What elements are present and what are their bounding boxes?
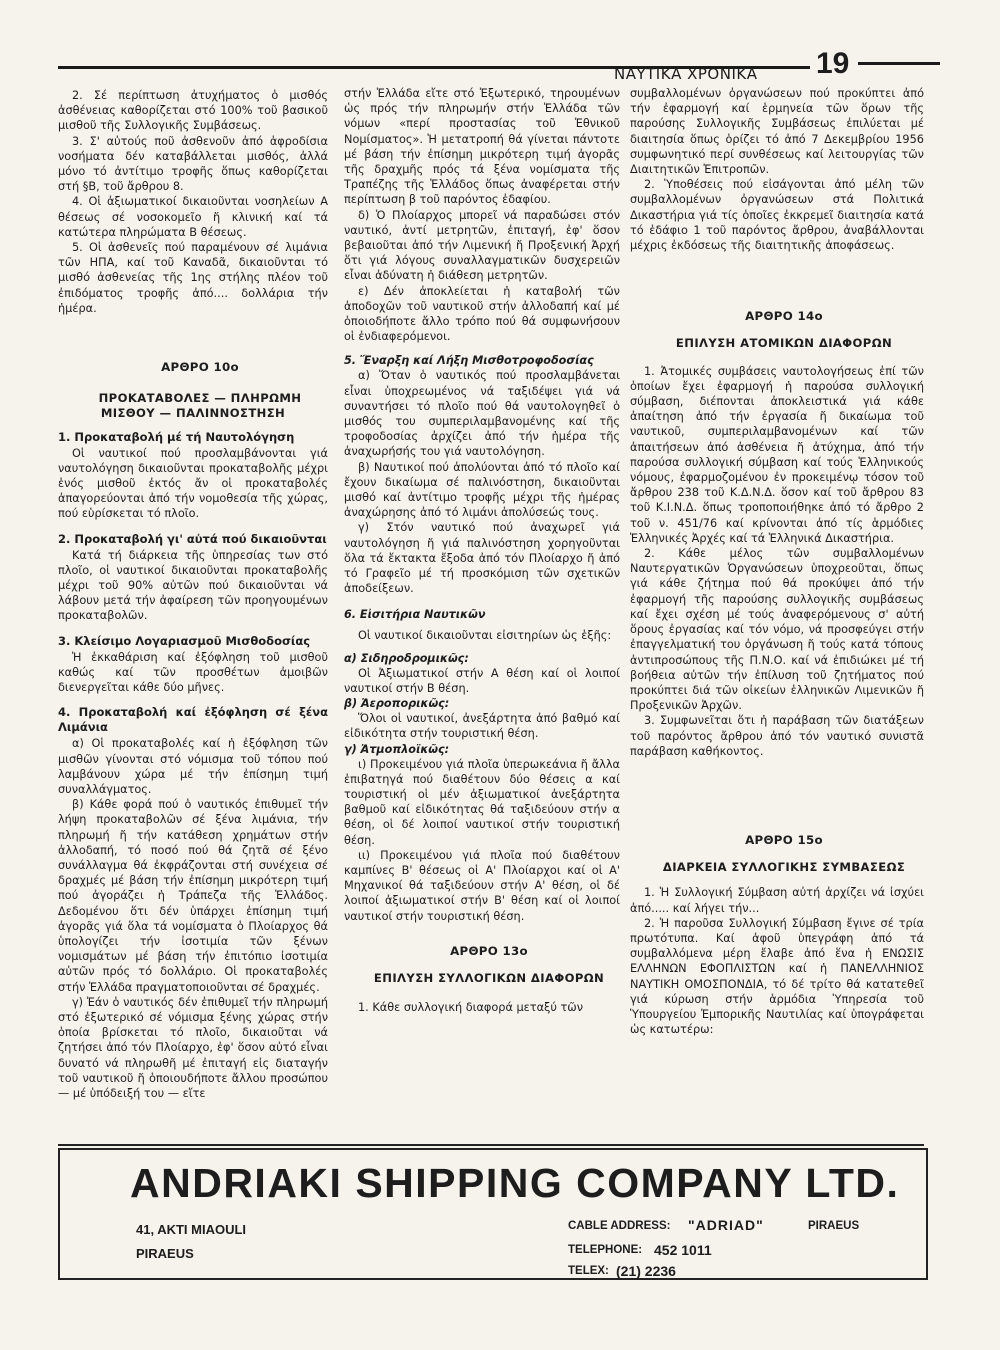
paragraph: 4. Οἱ ἀξιωματικοί δικαιοῦνται νοσηλείων Α θέσεως σέ νοσοκομεῖο ἤ κλινική καί τά κατώτερα πληρώματα Β θέσεως. bbox=[58, 195, 328, 239]
ad-telex-value: (21) 2236 bbox=[616, 1263, 676, 1279]
paragraph: γ) Ἐάν ὁ ναυτικός δέν ἐπιθυμεῖ τήν πληρωμή στό ἐξωτερικό σέ νόμισμα ξένης χώρας στήν ὁποία βρίσκεται τό πλοῖο, δικαιοῦται νά ζητήσει ἀπό τόν Πλοίαρχο, ἐφ' ὅσον αὐτό εἶναι δυνατό νά πληρωθῆ μέ ἐπιταγή εἰς διαταγήν τοῦ ναυτικοῦ ἤ ὁποιουδήποτε ἄλλου προσώπου — μέ ὑπόδειξή του — εἴτε bbox=[58, 995, 328, 1100]
paragraph: ε) Δέν ἀποκλείεται ἡ καταβολή τῶν ἀποδοχῶν τοῦ ναυτικοῦ στήν ἀλλοδαπή καί μέ ὁποιοδήποτε ἄλλο τρόπο πού θά συμφωνήσουν οἱ ἐνδιαφερόμενοι. bbox=[344, 284, 620, 344]
paragraph: α) Ὅταν ὁ ναυτικός πού προσλαμβάνεται εἶναι ὑποχρεωμένος νά ταξιδέψει γιά νά συναντήσει τό πλοῖο πού θά ναυτολογηθεῖ ὁ μισθός του συμπεριλαμβανομένης καί τῆς τροφοδοσίας ἀρχίζει ἀπό τήν ἡμέρα τῆς ἀναχωρήσής του γιά ναυτολόγηση. bbox=[344, 369, 620, 459]
ticket-heading-air: β) Ἀεροπορικῶς: bbox=[344, 697, 450, 711]
paragraph: 2. Ὑποθέσεις πού εἰσάγονται ἀπό μέλη τῶν συμβαλλομένων ὀργανώσεων στά Πολιτικά Δικαστήρια γιά τίς ὁποῖες ἐκκρεμεῖ διαιτησία κατά τό ἐδάφιο 1 τοῦ παρόντος ἄρθρου, ἀναβάλλονται μέχρις ἐκδόσεως τῆς διαιτητικῆς ἀποφάσεως. bbox=[630, 178, 924, 253]
article-13-title: ΕΠΙΛΥΣΗ ΣΥΛΛΟΓΙΚΩΝ ΔΙΑΦΟΡΩΝ bbox=[373, 970, 605, 985]
subsection-heading: 3. Κλείσιμο Λογαριασμοῦ Μισθοδοσίας bbox=[58, 633, 311, 648]
ad-top-rule bbox=[58, 1144, 924, 1146]
ad-address-line2: PIRAEUS bbox=[136, 1246, 194, 1261]
header-rule-right bbox=[858, 62, 940, 65]
paragraph: ι) Προκειμένου γιά πλοῖα ὑπερωκεάνια ἤ ἄλλα ἐπιβατηγά πού διαθέτουν δύο θέσεις α καί τουριστική οἱ μέν ἀξιωματικοί ἀνεξάρτητα βαθμοῦ καί εἰδικότητας θά ταξιδεύουν στήν α θέση, οἱ δέ λοιποί ναυτικοί στήν τουριστική θέση. bbox=[344, 757, 620, 847]
column-2 bbox=[344, 86, 620, 1015]
ticket-heading-ship: γ) Ἀτμοπλοϊκῶς: bbox=[344, 742, 450, 756]
column-3 bbox=[630, 86, 924, 1037]
ad-cable-label: CABLE ADDRESS: bbox=[568, 1220, 671, 1232]
article-10-title: ΠΡΟΚΑΤΑΒΟΛΕΣ — ΠΛΗΡΩΜΗ ΜΙΣΘΟΥ — ΠΑΛΙΝΝΟΣΤΗΣΗ bbox=[98, 391, 302, 421]
masthead: ΝΑΥΤΙΚΑ ΧΡΟΝΙΚΑ bbox=[614, 65, 758, 83]
paragraph: 3. Συμφωνεῖται ὅτι ἡ παράβαση τῶν διατάξεων τοῦ παρόντος ἄρθρου ἀπό τόν ναυτικό συνιστᾶ παράβαση καθήκοντος. bbox=[630, 714, 924, 758]
ad-telex-label: TELEX: bbox=[568, 1265, 609, 1277]
subsection-heading: 1. Προκαταβολή μέ τή Ναυτολόγηση bbox=[58, 429, 295, 444]
subsection-heading: 6. Εἰσιτήρια Ναυτικῶν bbox=[344, 607, 486, 621]
ad-company-name: ANDRIAKI SHIPPING COMPANY LTD. bbox=[130, 1160, 900, 1206]
paragraph: Οἱ ναυτικοί πού προσλαμβάνονται γιά ναυτολόγηση δικαιοῦνται προκαταβολῆς μέχρι ἑνός μισθοῦ ἐκτός ἄν οἱ προκαταβολές ἀπαγορεύονται ἀπό τήν νομοθεσία τῆς χώρας, πού εὑρίσκεται τό πλοῖο. bbox=[58, 446, 328, 521]
paragraph: Ὅλοι οἱ ναυτικοί, ἀνεξάρτητα ἀπό βαθμό καί εἰδικότητα στήν τουριστική θέση. bbox=[344, 712, 620, 741]
paragraph: 2. Ἡ παροῦσα Συλλογική Σύμβαση ἔγινε σέ τρία πρωτότυπα. Καί ἀφοῦ ὑπεγράφη ἀπό τά συμβαλλόμενα μέρη ἔλαβε ἀπό ἕνα ἡ ΕΝΩΣΙΣ ΕΛΛΗΝΩΝ ΕΦΟΠΛΙΣΤΩΝ καί ἡ ΠΑΝΕΛΛΗΝΙΟΣ ΝΑΥΤΙΚΗ ΟΜΟΣΠΟΝΔΙΑ, τό δέ τρίτο θά κατατεθεῖ γιά κύρωση στήν ἁρμόδια Ὑπηρεσία τοῦ Ὑπουργείου Ἐμπορικῆς Ναυτιλίας καί ὑπογράφεται ὡς κατωτέρω: bbox=[630, 916, 924, 1037]
subsection-heading: 2. Προκαταβολή γι' αὐτά πού δικαιοῦνται bbox=[58, 531, 327, 546]
paragraph: 2. Σέ περίπτωση ἀτυχήματος ὁ μισθός ἀσθένειας καθορίζεται στό 100% τοῦ βασικοῦ μισθοῦ τῆς Συλλογικῆς Συμβάσεως. bbox=[58, 89, 328, 133]
subsection-heading: 4. Προκαταβολή καί ἐξόφληση σέ ξένα Λιμάνια bbox=[58, 705, 328, 735]
paragraph: στήν Ἑλλάδα εἴτε στό Ἐξωτερικό, τηρουμένων ὡς πρός τήν πληρωμήν στήν Ἑλλάδα τῶν νόμων «περί προστασίας τοῦ Ἐθνικοῦ Νομίσματος». Ἡ μετατροπή θά γίνεται πάντοτε μέ βάση τήν ἐπίσημη μικρότερη τιμή ἀγορᾶς τῆς δραχμῆς πρός τά ξένα νομίσματα τῆς Τραπέζης τῆς Ἑλλάδος ὅπως ἀναφέρεται στήν περίπτωση β τοῦ παρόντος ἐδαφίου. bbox=[344, 87, 620, 207]
ad-telephone-label: TELEPHONE: bbox=[568, 1244, 643, 1256]
ad-cable-value: "ADRIAD" bbox=[688, 1217, 764, 1233]
paragraph: 1. Κάθε συλλογική διαφορά μεταξύ τῶν bbox=[358, 1001, 584, 1015]
page-number: 19 bbox=[816, 47, 850, 80]
paragraph: συμβαλλομένων ὀργανώσεων πού προκύπτει ἀπό τήν ἐφαρμογή καί ἑρμηνεία τῶν ὅρων τῆς παρούσης Συλλογικῆς Συμβάσεως ἐπιλύεται μέ διαιτησία ὅπως ὁρίζει τό ἀπό 7 Δεκεμβρίου 1956 συμφωνητικό περί συνθέσεως καί λειτουργίας τῶν Διαιτητικῶν Ἐπιτροπῶν. bbox=[630, 87, 924, 177]
subsection-heading: 5. Ἔναρξη καί Λήξη Μισθοτροφοδοσίας bbox=[344, 354, 594, 368]
column-1 bbox=[58, 88, 328, 1101]
ad-address-line1: 41, AKTI MIAOULI bbox=[136, 1222, 247, 1237]
article-14-heading: ΑΡΘΡΟ 14ο bbox=[745, 309, 823, 324]
paragraph: Κατά τή διάρκεια τῆς ὑπηρεσίας των στό πλοῖο, οἱ ναυτικοί δικαιοῦνται προκαταβολῆς μέχρι τοῦ 90% αὐτῶν πού δικαιοῦνται νά λάβουν μετά τήν ἀφαίρεση τῶν προηγουμένων προκαταβολῶν. bbox=[58, 548, 328, 623]
paragraph: 3. Σ' αὐτούς ποῦ ἀσθενοῦν ἀπό ἀφροδίσια νοσήματα δέν καταβάλλεται μισθός, ἀλλά μόνο τό ἀντίτιμο τροφῆς ὅπως καθορίζεται στή §Β, τοῦ ἄρθρου 8. bbox=[58, 134, 328, 194]
paragraph: 1. Ἡ Συλλογική Σύμβαση αὐτή ἀρχίζει νά ἰσχύει ἀπό..... καί λήγει τήν... bbox=[630, 886, 924, 915]
article-10-heading: ΑΡΘΡΟ 10ο bbox=[161, 360, 239, 375]
paragraph: β) Κάθε φορά πού ὁ ναυτικός ἐπιθυμεῖ τήν λήψη προκαταβολῶν σέ ξένα λιμάνια, τήν πληρωμή ἤ τήν κατάθεση χρημάτων στήν ἀλλοδαπή, τό ποσό πού θά ζητᾶ σέ ξένο συνάλλαγμα θά ἐκφράζονται στή συνέχεια σέ δραχμές μέ βάση τήν ἐπίσημη μικρότερη τιμή πού ἀγοράζει ἡ Τράπεζα τῆς Ἑλλάδος. Δεδομένου ὅτι δέν ὑπάρχει ἐπίσημη τιμή ἀγορᾶς γιά ὅλα τά νομίσματα ὁ Πλοίαρχος θά ὑπολογίζει τήν ἰσοτιμία τῶν ξένων νομισμάτων μέ βάση τήν ἐπιτόπιο ἰσοτιμία αὐτῶν πρός τό δολλάριο. Οἱ προκαταβολές στήν Ἑλλάδα πραγματοποιοῦνται σέ δραχμές. bbox=[58, 798, 328, 994]
article-13-heading: ΑΡΘΡΟ 13ο bbox=[450, 943, 528, 958]
article-15-heading: ΑΡΘΡΟ 15ο bbox=[745, 832, 823, 847]
ticket-heading-rail: α) Σιδηροδρομικῶς: bbox=[344, 651, 469, 665]
paragraph: ιι) Προκειμένου γιά πλοῖα πού διαθέτουν καμπίνες Β' θέσεως οἱ Α' Πλοίαρχοι καί οἱ Α' Μηχανικοί θά ταξιδεύουν στήν Α' θέση, οἱ δέ λοιποί ἀξιωματικοί στήν Β' θέση καί οἱ λοιποί ναυτικοί στήν τουριστική θέση. bbox=[344, 848, 620, 923]
paragraph: Οἱ Ἀξιωματικοί στήν Α θέση καί οἱ λοιποί ναυτικοί στήν Β θέση. bbox=[344, 666, 620, 695]
ad-cable-city: PIRAEUS bbox=[808, 1220, 860, 1232]
paragraph: 1. Ἀτομικές συμβάσεις ναυτολογήσεως ἐπί τῶν ὁποίων ἔχει ἐφαρμογή ἡ παρούσα συλλογική σύμβαση, διέπονται ἀποκλειστικά γιά κάθε ἀπαίτηση ἀπό τήν ἐργασία ἤ δικαίωμα τοῦ ναυτικοῦ, συμπεριλαμβανομένων καί τῶν ἀπαιτήσεων ἀπό ἀσθένεια ἤ ἀτύχημα, ἀπό τήν παρούσα συλλογική σύμβαση καί τούς Ἑλληνικούς νόμους, ἐφαρμοζομένου ἐν προκειμένῳ τόσον τοῦ ἄρθρου 238 τοῦ Κ.Δ.Ν.Δ. ὅσον καί τοῦ ἄρθρου 83 τοῦ Κ.Ι.Ν.Δ. ὅπως τροποποιήθηκε ἀπό τό ἄρθρο 2 τοῦ ν. 451/76 καί κρίνονται ἀπό τίς ἁρμόδιες Ἑλληνικές Ἀρχές καί τά Ἑλληνικά Δικαστήρια. bbox=[630, 364, 924, 545]
paragraph: γ) Στόν ναυτικό πού ἀναχωρεῖ γιά ναυτολόγηση ἤ γιά παλινόστηση χορηγοῦνται ὅλα τά ἔκτακτα ἔξοδα ἀπό τόν Πλοίαρχο ἤ ἀπό τό Γραφεῖο μέ τή προσκόμιση τῶν σχετικῶν ἀποδείξεων. bbox=[344, 521, 620, 596]
ad-telephone-value: 452 1011 bbox=[654, 1242, 712, 1258]
article-14-title: ΕΠΙΛΥΣΗ ΑΤΟΜΙΚΩΝ ΔΙΑΦΟΡΩΝ bbox=[675, 336, 893, 351]
article-15-title: ΔΙΑΡΚΕΙΑ ΣΥΛΛΟΓΙΚΗΣ ΣΥΜΒΑΣΕΩΣ bbox=[662, 860, 906, 875]
paragraph: β) Ναυτικοί πού ἀπολύονται ἀπό τό πλοῖο καί ἔχουν δικαίωμα σέ παλινόστηση, δικαιοῦνται μισθό καί ἀντίτιμο τροφῆς μέχρι τῆς ἡμέρας ἀναχώρησης ἀπό τό λιμάνι ἀπολύσεώς τους. bbox=[344, 460, 620, 520]
paragraph: α) Οἱ προκαταβολές καί ἡ ἐξόφληση τῶν μισθῶν γίνονται στό νόμισμα τοῦ τόπου πού λαμβάνουν χώρα μέ τήν ἐπίσημη τιμή συναλλάγματος. bbox=[58, 737, 328, 796]
paragraph: δ) Ὁ Πλοίαρχος μπορεῖ νά παραδώσει στόν ναυτικό, ἀντί μετρητῶν, ἐπιταγή, ἐφ' ὅσον βεβαιοῦται ἀπό τήν Λιμενική ἤ Προξενική Ἀρχή ὅτι γιά λόγους συναλλαγματικῶν δυσχερειῶν εἶναι ἀδύνατη ἡ διάθεση μετρητῶν. bbox=[344, 208, 620, 283]
advertisement-box bbox=[58, 1148, 928, 1280]
paragraph: Οἱ ναυτικοί δικαιοῦνται εἰσιτηρίων ὡς ἑξῆς: bbox=[358, 628, 612, 642]
paragraph: 2. Κάθε μέλος τῶν συμβαλλομένων Ναυτεργατικῶν Ὀργανώσεων ὑποχρεοῦται, ὅπως γιά κάθε ζήτημα πού θά προκύψει ἀπό τήν ἐφαρμογή τῆς παρούσης συλλογικῆς συμβάσεως καί ἔχει σχέση μέ τούς ἀναφερόμενους σ' αὐτή ὅρους ἐργασίας καί τόν νόμο, νά προσφεύγει στήν ἐπαγγελματική του ὀργάνωση ἤ τούς κατά τόπους ἀντιπροσώπους τῆς Π.Ν.Ο. καί νά ἐπιδιώκει μέ τή βοήθεια αὐτῶν τήν ἐπίλυση τοῦ ζητήματος πού προκύπτει διά τῶν οἰκείων ἑλληνικῶν Λιμενικῶν ἤ Προξενικῶν Ἀρχῶν. bbox=[630, 547, 924, 713]
paragraph: Ἡ ἐκκαθάριση καί ἐξόφληση τοῦ μισθοῦ καθώς καί τῶν προσθέτων ἀμοιβῶν διενεργεῖται κάθε δύο μῆνες. bbox=[58, 650, 328, 695]
paragraph: 5. Οἱ ἀσθενεῖς πού παραμένουν σέ λιμάνια τῶν ΗΠΑ, καί τοῦ Καναδᾶ, δικαιοῦνται τό μισθό ἀσθενείας τῆς 1ης στήλης πλέον τοῦ ἐπιδόματος τροφῆς ἀπό.... δολλάρια τήν ἡμέρα. bbox=[58, 241, 328, 315]
